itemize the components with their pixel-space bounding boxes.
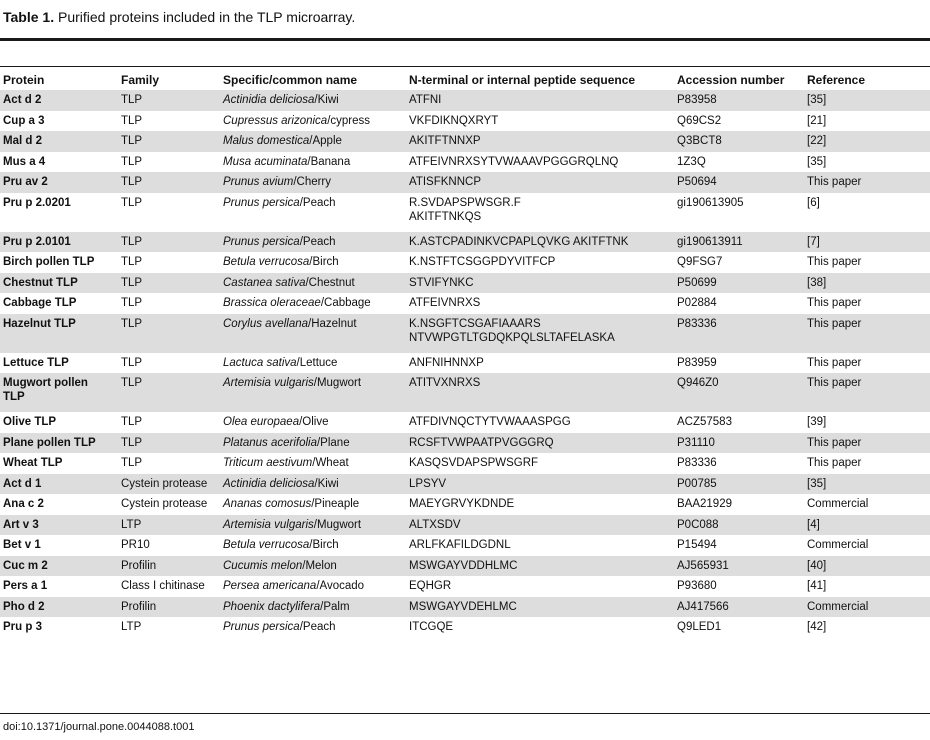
cell-protein: Act d 2 <box>0 90 118 111</box>
table-row <box>0 273 930 294</box>
header-top-rule <box>0 66 930 67</box>
cell-sequence: EQHGR <box>409 580 452 592</box>
cell-name <box>220 535 406 556</box>
sequence-line: NTVWPGTLTGDQKPQLSLTAFELASKA <box>409 331 615 344</box>
table-row <box>0 515 930 536</box>
species-name: Persea americana <box>223 580 317 592</box>
table-row <box>0 172 930 193</box>
cell-name <box>220 131 406 152</box>
table-row <box>0 152 930 173</box>
cell-sequence: RCSFTVWPAATPVGGGRQ <box>406 433 674 454</box>
common-name: /Birch <box>309 256 339 268</box>
cell-accession: P83958 <box>674 90 804 111</box>
cell-name <box>220 576 406 597</box>
cell-reference: This paper <box>804 373 930 412</box>
cell-family: Cystein protease <box>118 474 220 495</box>
species-name: Betula verrucosa <box>223 539 310 551</box>
cell-name <box>220 433 406 454</box>
species-name: Brassica oleraceae <box>223 297 321 309</box>
table-row <box>0 617 930 638</box>
proteins-table <box>0 69 930 638</box>
cell-protein: Bet v 1 <box>3 539 41 551</box>
cell-name <box>220 494 406 515</box>
cell-name <box>220 293 406 314</box>
cell-accession: BAA21929 <box>677 498 732 510</box>
cell-family: TLP <box>118 433 220 454</box>
cell-protein: Mal d 2 <box>0 131 118 152</box>
common-name: /Cabbage <box>320 297 371 309</box>
species-name: Cucumis melon <box>223 559 303 572</box>
cell-family: TLP <box>118 273 220 294</box>
common-name: /Palm <box>320 600 350 613</box>
common-name: /Peach <box>299 196 336 209</box>
table-row <box>0 453 930 474</box>
cell-accession: P83336 <box>674 314 804 353</box>
common-name: /Peach <box>299 621 336 633</box>
column-header-sequence: N-terminal or internal peptide sequence <box>409 72 636 87</box>
cell-family: Cystein protease <box>121 498 208 510</box>
cell-family: PR10 <box>121 539 150 551</box>
sequence-line: K.NSGFTCSGAFIAAARS <box>409 317 541 330</box>
sequence-line: R.SVDAPSPWSGR.F <box>409 196 521 209</box>
cell-accession: Q69CS2 <box>677 114 722 127</box>
table-caption <box>3 8 355 26</box>
cell-sequence <box>406 314 674 353</box>
cell-accession: Q3BCT8 <box>674 131 804 152</box>
species-name: Ananas comosus <box>223 498 312 510</box>
cell-sequence: ALTXSDV <box>406 515 674 536</box>
cell-protein: Wheat TLP <box>3 457 63 469</box>
cell-name <box>220 412 406 433</box>
cell-family: TLP <box>118 314 220 353</box>
species-name: Artemisia vulgaris <box>223 377 314 389</box>
common-name: /Birch <box>309 539 339 551</box>
table-caption-label: Table 1. <box>3 9 55 25</box>
table-row <box>0 90 930 111</box>
cell-reference: [21] <box>807 114 827 127</box>
cell-sequence: K.ASTCPADINKVCPAPLQVKG AKITFTNK <box>406 232 674 253</box>
cell-family: TLP <box>121 114 143 127</box>
cell-sequence: K.NSTFTCSGGPDYVITFCP <box>409 256 556 268</box>
cell-protein: Cabbage TLP <box>3 297 77 309</box>
cell-accession: P0C088 <box>674 515 804 536</box>
cell-name <box>220 252 406 273</box>
common-name: /cypress <box>327 114 371 127</box>
table-row <box>0 412 930 433</box>
common-name: /Banana <box>307 155 351 168</box>
common-name: /Wheat <box>312 457 349 469</box>
common-name: /Chestnut <box>305 276 355 289</box>
species-name: Actinidia deliciosa <box>223 477 315 490</box>
cell-sequence: ATFEIVNRXSYTVWAAAVPGGGRQLNQ <box>409 155 619 168</box>
cell-family: TLP <box>118 131 220 152</box>
common-name: /Pineaple <box>311 498 360 510</box>
cell-name <box>220 556 406 577</box>
species-name: Lactuca sativa <box>223 356 297 369</box>
column-header-reference: Reference <box>807 72 866 87</box>
cell-reference: [41] <box>807 580 827 592</box>
cell-sequence: ATFNI <box>406 90 674 111</box>
species-name: Actinidia deliciosa <box>223 94 315 106</box>
cell-accession: AJ565931 <box>674 556 804 577</box>
cell-protein: Birch pollen TLP <box>3 256 95 268</box>
cell-protein: Chestnut TLP <box>0 273 118 294</box>
common-name: /Kiwi <box>314 477 339 490</box>
common-name: /Plane <box>316 436 350 449</box>
species-name: Prunus avium <box>223 176 294 188</box>
cell-reference: [22] <box>804 131 930 152</box>
cell-reference: [42] <box>807 621 827 633</box>
cell-protein: Pru p 3 <box>3 621 42 633</box>
cell-accession: gi190613905 <box>677 196 744 209</box>
common-name: /Avocado <box>316 580 365 592</box>
cell-reference: This paper <box>804 433 930 454</box>
species-name: Betula verrucosa <box>223 256 310 268</box>
cell-family: LTP <box>121 621 142 633</box>
cell-reference: This paper <box>807 256 862 268</box>
cell-reference: [39] <box>807 416 827 428</box>
cell-family: Class I chitinase <box>121 580 205 592</box>
species-name: Prunus persica <box>223 621 300 633</box>
cell-sequence: MSWGAYVDEHLMC <box>406 597 674 618</box>
cell-family: TLP <box>118 90 220 111</box>
table-row <box>0 314 930 353</box>
cell-accession: P00785 <box>674 474 804 495</box>
cell-accession: gi190613911 <box>674 232 804 253</box>
cell-reference: This paper <box>804 314 930 353</box>
cell-family: TLP <box>121 457 143 469</box>
cell-protein: Cuc m 2 <box>0 556 118 577</box>
table-header-row <box>0 69 930 90</box>
cell-protein: Hazelnut TLP <box>0 314 118 353</box>
cell-family: TLP <box>121 256 143 268</box>
cell-family: LTP <box>118 515 220 536</box>
cell-accession: Q9FSG7 <box>677 256 723 268</box>
cell-accession: Q946Z0 <box>674 373 804 412</box>
cell-sequence: ATFDIVNQCTYTVWAAASPGG <box>409 416 571 428</box>
cell-name <box>220 111 406 132</box>
protein-line: TLP <box>3 391 25 403</box>
table-row <box>0 494 930 515</box>
cell-sequence: VKFDIKNQXRYT <box>409 114 499 127</box>
cell-reference: Commercial <box>807 498 869 510</box>
cell-accession: P83959 <box>677 356 717 369</box>
cell-sequence: ARLFKAFILDGDNL <box>409 539 511 551</box>
species-name: Phoenix dactylifera <box>223 600 321 613</box>
table-bottom-rule <box>0 713 930 714</box>
common-name: /Mugwort <box>313 518 362 531</box>
cell-reference: This paper <box>807 457 862 469</box>
species-name: Prunus persica <box>223 235 300 248</box>
cell-family: TLP <box>121 196 143 209</box>
cell-protein: Pho d 2 <box>0 597 118 618</box>
common-name: /Peach <box>299 235 336 248</box>
species-name: Artemisia vulgaris <box>223 518 314 531</box>
cell-accession: P83336 <box>677 457 717 469</box>
table-row <box>0 433 930 454</box>
table-row <box>0 576 930 597</box>
cell-name <box>220 172 406 193</box>
species-name: Cupressus arizonica <box>223 114 328 127</box>
cell-sequence: ITCGQE <box>409 621 454 633</box>
table-row <box>0 193 930 232</box>
table-row <box>0 232 930 253</box>
cell-sequence: KASQSVDAPSPWSGRF <box>409 457 539 469</box>
cell-reference: [6] <box>807 196 820 209</box>
cell-accession: P50694 <box>674 172 804 193</box>
common-name: /Cherry <box>293 176 332 188</box>
table-row <box>0 474 930 495</box>
cell-reference: Commercial <box>807 539 869 551</box>
cell-name <box>220 273 406 294</box>
cell-sequence: ATITVXNRXS <box>406 373 674 412</box>
cell-accession: AJ417566 <box>674 597 804 618</box>
cell-sequence: MSWGAYVDDHLMC <box>406 556 674 577</box>
table-row <box>0 131 930 152</box>
cell-family: TLP <box>121 155 143 168</box>
species-name: Prunus persica <box>223 196 300 209</box>
cell-protein: Act d 1 <box>0 474 118 495</box>
cell-name <box>220 152 406 173</box>
cell-protein: Mus a 4 <box>3 155 46 168</box>
cell-reference: [35] <box>804 90 930 111</box>
species-name: Corylus avellana <box>223 317 309 330</box>
common-name: /Kiwi <box>314 94 339 106</box>
cell-name <box>220 232 406 253</box>
table-row <box>0 293 930 314</box>
species-name: Malus domestica <box>223 135 310 147</box>
cell-sequence: LPSYV <box>406 474 674 495</box>
column-header-accession: Accession number <box>677 72 785 87</box>
common-name: /Lettuce <box>296 356 338 369</box>
species-name: Triticum aestivum <box>223 457 313 469</box>
cell-sequence <box>406 193 674 232</box>
cell-protein: Lettuce TLP <box>3 356 69 369</box>
cell-sequence: ANFNIHNNXP <box>409 356 484 369</box>
cell-name <box>220 353 406 374</box>
cell-reference: [38] <box>804 273 930 294</box>
species-name: Platanus acerifolia <box>223 436 317 449</box>
cell-family: TLP <box>121 356 143 369</box>
doi-footer: doi:10.1371/journal.pone.0044088.t001 <box>3 721 195 733</box>
cell-family: TLP <box>118 232 220 253</box>
cell-sequence: STVIFYNKC <box>406 273 674 294</box>
table-row <box>0 353 930 374</box>
common-name: /Olive <box>299 416 329 428</box>
cell-name <box>220 453 406 474</box>
cell-name <box>220 90 406 111</box>
sequence-line: AKITFTNKQS <box>409 210 482 223</box>
cell-accession: P15494 <box>677 539 717 551</box>
cell-family: Profilin <box>118 556 220 577</box>
cell-reference: [35] <box>804 474 930 495</box>
table-row <box>0 597 930 618</box>
cell-protein: Cup a 3 <box>3 114 45 127</box>
common-name: /Apple <box>309 135 342 147</box>
cell-accession: P31110 <box>674 433 804 454</box>
cell-reference: This paper <box>807 356 862 369</box>
common-name: /Melon <box>302 559 337 572</box>
table-row <box>0 373 930 412</box>
cell-name <box>220 373 406 412</box>
cell-accession: Q9LED1 <box>677 621 722 633</box>
table-caption-text: Purified proteins included in the TLP microarray. <box>57 9 356 25</box>
cell-accession: P93680 <box>677 580 717 592</box>
cell-protein: Olive TLP <box>3 416 57 428</box>
cell-name <box>220 474 406 495</box>
cell-protein: Pru p 2.0101 <box>0 232 118 253</box>
cell-reference: Commercial <box>804 597 930 618</box>
cell-reference: [7] <box>804 232 930 253</box>
column-header-protein: Protein <box>3 72 45 87</box>
cell-sequence: MAEYGRVYKDNDE <box>409 498 515 510</box>
species-name: Musa acuminata <box>223 155 308 168</box>
cell-reference: [4] <box>804 515 930 536</box>
cell-protein: Ana c 2 <box>3 498 44 510</box>
common-name: /Hazelnut <box>308 317 357 330</box>
cell-accession: 1Z3Q <box>677 155 706 168</box>
cell-protein: Pers a 1 <box>3 580 48 592</box>
column-header-family: Family <box>121 72 160 87</box>
table-row <box>0 111 930 132</box>
table-row <box>0 252 930 273</box>
cell-family: TLP <box>121 297 143 309</box>
cell-protein: Plane pollen TLP <box>0 433 118 454</box>
cell-family: Profilin <box>118 597 220 618</box>
cell-name <box>220 193 406 232</box>
common-name: /Mugwort <box>313 377 362 389</box>
cell-sequence: ATISFKNNCP <box>406 172 674 193</box>
cell-reference: [40] <box>804 556 930 577</box>
column-header-name: Specific/common name <box>223 72 358 87</box>
cell-accession: ACZ57583 <box>677 416 732 428</box>
species-name: Castanea sativa <box>223 276 306 289</box>
cell-name <box>220 617 406 638</box>
cell-reference: [35] <box>807 155 827 168</box>
cell-family: TLP <box>118 172 220 193</box>
cell-family: TLP <box>118 373 220 412</box>
cell-accession: P02884 <box>677 297 717 309</box>
cell-protein <box>0 373 118 412</box>
cell-protein: Pru av 2 <box>0 172 118 193</box>
cell-protein: Art v 3 <box>0 515 118 536</box>
cell-name <box>220 515 406 536</box>
cell-accession: P50699 <box>674 273 804 294</box>
cell-family: TLP <box>121 416 143 428</box>
cell-name <box>220 314 406 353</box>
protein-line: Mugwort pollen <box>3 377 88 389</box>
cell-reference: This paper <box>804 172 930 193</box>
top-rule <box>0 38 930 41</box>
cell-protein: Pru p 2.0201 <box>3 196 71 209</box>
cell-sequence: ATFEIVNRXS <box>409 297 481 309</box>
species-name: Olea europaea <box>223 416 300 428</box>
cell-reference: This paper <box>807 297 862 309</box>
table-row <box>0 535 930 556</box>
cell-name <box>220 597 406 618</box>
table-row <box>0 556 930 577</box>
cell-sequence: AKITFTNNXP <box>406 131 674 152</box>
